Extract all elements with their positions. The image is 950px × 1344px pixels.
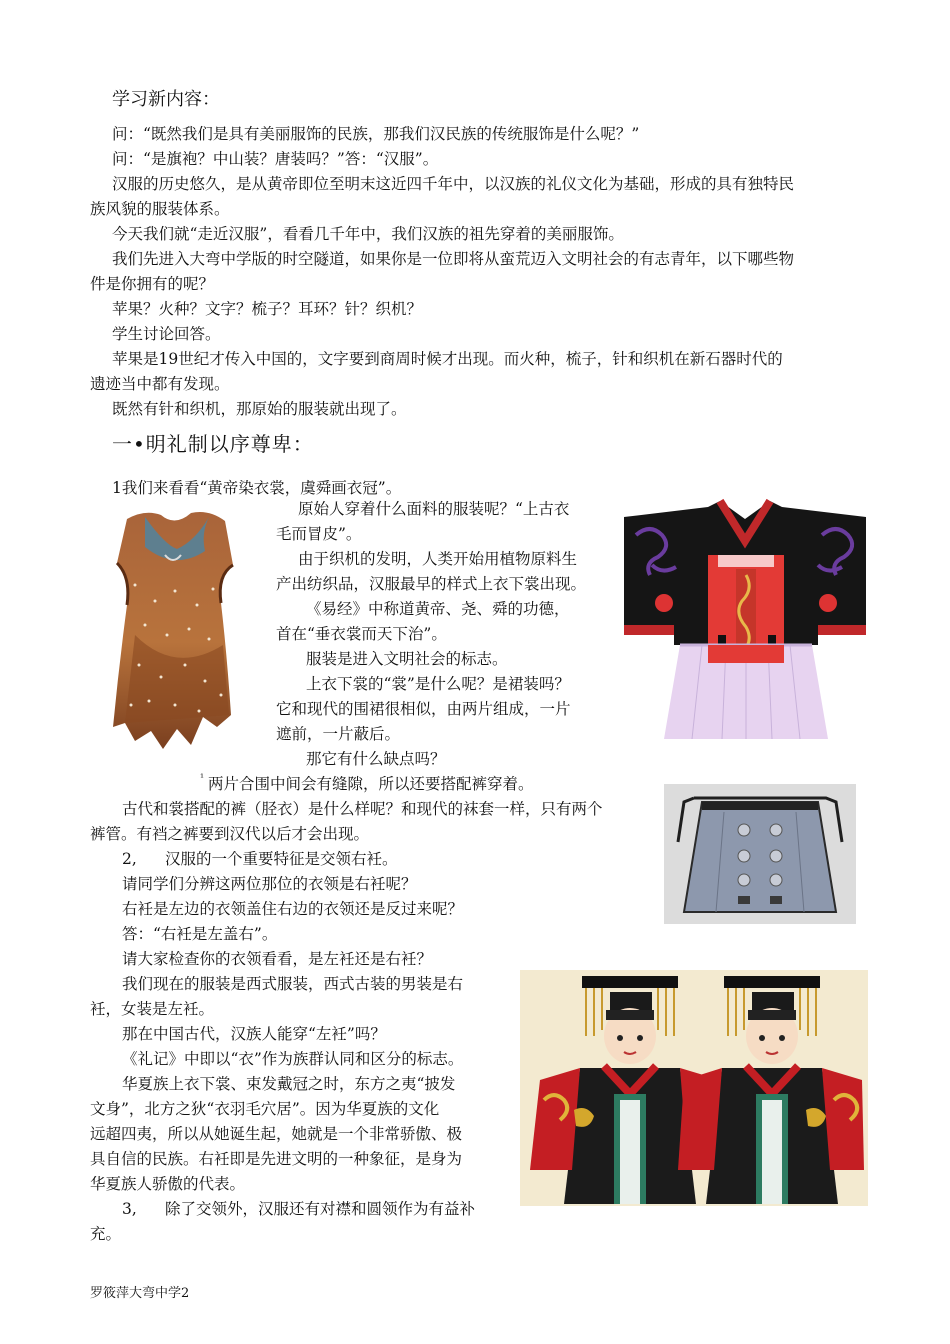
body-line: 远超四夷，所以从她诞生起，她就是一个非常骄傲、极 — [90, 1125, 463, 1143]
body-line: 首在“垂衣裳而天下治”。 — [276, 625, 447, 643]
body-line: 我们现在的服装是西式服装，西式古装的男装是右 — [122, 975, 464, 993]
body-line: 它和现代的围裙很相似，由两片组成，一片 — [276, 700, 571, 718]
body-line: 那在中国古代，汉族人能穿“左衽”吗？ — [122, 1025, 386, 1043]
footnote-marker: ¹ — [200, 773, 205, 784]
body-line: 裤管。有裆之裤要到汉代以后才会出现。 — [90, 825, 370, 843]
primitive-fur-garment-image — [105, 505, 245, 753]
intro-line: 遗迹当中都有发现。 — [90, 375, 230, 393]
body-line: 右衽是左边的衣领盖住右边的衣领还是反过来呢？ — [122, 900, 464, 918]
intro-line: 族风貌的服装体系。 — [90, 200, 230, 218]
body-line: 两片合围中间会有缝隙，所以还要搭配裤穿着。 — [208, 775, 534, 793]
section-title: 一•明礼制以序尊卑： — [112, 432, 314, 456]
intro-line: 问：“既然我们是具有美丽服饰的民族，那我们汉民族的传统服饰是什么呢？” — [112, 125, 640, 143]
intro-line: 我们先进入大弯中学版的时空隧道，如果你是一位即将从蛮荒迈入文明社会的有志青年，以下哪些物 — [112, 250, 795, 268]
body-line: 产出纺织品，汉服最早的样式上衣下裳出现。 — [276, 575, 587, 593]
intro-line: 苹果是19世纪才传入中国的，文字要到商周时候才出现。而火种，梳子，针和织机在新石器时代的 — [112, 350, 783, 368]
intro-line: 件是你拥有的呢？ — [90, 275, 215, 293]
body-line: 古代和裳搭配的裤（胫衣）是什么样呢？和现代的袜套一样，只有两个 — [122, 800, 603, 818]
body-line: 由于织机的发明，人类开始用植物原料生 — [298, 550, 578, 568]
body-line: 遮前，一片蔽后。 — [276, 725, 401, 743]
body-line: 汉服的一个重要特征是交领右衽。 — [165, 850, 398, 868]
body-line: 原始人穿着什么面料的服装呢？“上古衣 — [298, 500, 570, 518]
intro-line: 问：“是旗袍？中山装？唐装吗？”答：“汉服”。 — [112, 150, 439, 168]
body-line: 具自信的民族。右衽即是先进文明的一种象征，是身为 — [90, 1150, 463, 1168]
intro-line: 汉服的历史悠久，是从黄帝即位至明末这近四千年中，以汉族的礼仪文化为基础，形成的具有独特民 — [112, 175, 795, 193]
body-line: 文身”，北方之狄“衣羽毛穴居”。因为华夏族的文化 — [90, 1100, 440, 1118]
body-line: 充。 — [90, 1225, 122, 1243]
intro-line: 苹果？火种？文字？梳子？耳环？针？织机？ — [112, 300, 423, 318]
list-number: 3, — [122, 1200, 137, 1218]
intro-line: 既然有针和织机，那原始的服装就出现了。 — [112, 400, 407, 418]
list-number: 2, — [122, 850, 137, 868]
body-line: 毛而冒皮”。 — [276, 525, 362, 543]
body-line: 《易经》中称道黄帝、尧、舜的功德， — [306, 600, 570, 618]
body-line: 上衣下裳的“裳”是什么呢？是裙装吗？ — [306, 675, 570, 693]
body-line: 请同学们分辨这两位那位的衣领是右衽呢？ — [122, 875, 417, 893]
body-line: 华夏族上衣下裳、束发戴冠之时，东方之夷“披发 — [122, 1075, 456, 1093]
body-line: 除了交领外，汉服还有对襟和圆领作为有益补 — [165, 1200, 476, 1218]
emperor-figures-image — [520, 970, 868, 1206]
body-line: 那它有什么缺点吗？ — [306, 750, 446, 768]
page-footer: 罗筱萍大弯中学2 — [90, 1286, 190, 1301]
section-heading: 学习新内容： — [112, 89, 220, 110]
body-line: 衽，女装是左衽。 — [90, 1000, 215, 1018]
hanfu-robe-image — [622, 495, 868, 745]
body-line: 服装是进入文明社会的标志。 — [306, 650, 508, 668]
intro-line: 今天我们就“走近汉服”，看看几千年中，我们汉族的祖先穿着的美丽服饰。 — [112, 225, 624, 243]
body-line: 答：“右衽是左盖右”。 — [122, 925, 278, 943]
skirt-apron-image — [664, 784, 856, 924]
body-line: 华夏族人骄傲的代表。 — [90, 1175, 246, 1193]
intro-line: 学生讨论回答。 — [112, 325, 221, 343]
subsection-title: 1我们来看看“黄帝染衣裳，虞舜画衣冠”。 — [112, 479, 402, 497]
body-line: 《礼记》中即以“衣”作为族群认同和区分的标志。 — [122, 1050, 464, 1068]
body-line: 请大家检查你的衣领看看，是左衽还是右衽？ — [122, 950, 433, 968]
